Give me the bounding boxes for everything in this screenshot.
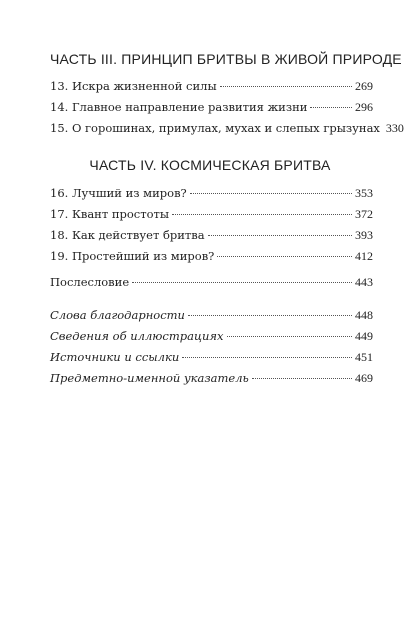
toc-entry-title: Послесловие <box>50 275 130 289</box>
toc-entry-title: Сведения об иллюстрациях <box>50 329 224 343</box>
toc-entry-title: 17. Квант простоты <box>50 207 170 221</box>
toc-entry[interactable] <box>50 118 404 139</box>
toc-entry-page: 443 <box>355 275 373 289</box>
toc-entry[interactable] <box>50 225 373 246</box>
toc-entry-page: 353 <box>355 186 373 200</box>
afterword-entry-block <box>50 272 373 293</box>
toc-entry-page: 330 <box>385 121 404 135</box>
toc-entry-title: 16. Лучший из миров? <box>50 186 187 200</box>
part-3-heading: ЧАСТЬ III. ПРИНЦИП БРИТВЫ В ЖИВОЙ ПРИРОДЕ <box>50 51 402 67</box>
toc-entry-title: 18. Как действует бритва <box>50 228 205 242</box>
part-4-entries <box>50 183 373 267</box>
toc-entry-page: 296 <box>355 100 373 114</box>
dot-leader <box>227 336 352 337</box>
toc-entry-title: 15. О горошинах, примулах, мухах и слепых грызунах <box>50 121 380 135</box>
dot-leader <box>310 107 352 108</box>
part-4-heading: ЧАСТЬ IV. КОСМИЧЕСКАЯ БРИТВА <box>89 157 331 173</box>
toc-entry-page: 269 <box>355 79 373 93</box>
toc-entry[interactable] <box>50 326 373 347</box>
dot-leader <box>132 282 352 283</box>
dot-leader <box>217 256 352 257</box>
toc-entry-page: 372 <box>355 207 373 221</box>
toc-entry[interactable] <box>50 204 373 225</box>
toc-entry[interactable] <box>50 347 373 368</box>
toc-entry-page: 412 <box>355 249 373 263</box>
toc-entry-title: 13. Искра жизненной силы <box>50 79 217 93</box>
toc-entry-page: 448 <box>355 308 373 322</box>
dot-leader <box>190 193 352 194</box>
toc-entry[interactable] <box>50 76 373 97</box>
toc-entry-title: Источники и ссылки <box>50 350 180 364</box>
toc-entry[interactable] <box>50 368 373 389</box>
toc-entry[interactable] <box>50 246 373 267</box>
toc-entry[interactable] <box>50 305 373 326</box>
toc-entry-title: Слова благодарности <box>50 308 185 322</box>
dot-leader <box>220 86 352 87</box>
toc-entry[interactable] <box>50 272 373 293</box>
dot-leader <box>208 235 352 236</box>
part-3-entries <box>50 76 404 139</box>
toc-entry-title: 19. Простейший из миров? <box>50 249 215 263</box>
dot-leader <box>182 357 352 358</box>
backmatter-entries <box>50 305 373 389</box>
toc-entry-page: 449 <box>355 329 373 343</box>
toc-entry-title: Предметно-именной указатель <box>50 371 249 385</box>
toc-entry[interactable] <box>50 97 373 118</box>
toc-entry-page: 393 <box>355 228 373 242</box>
toc-entry[interactable] <box>50 183 373 204</box>
toc-entry-page: 469 <box>355 371 373 385</box>
toc-entry-title: 14. Главное направление развития жизни <box>50 100 308 114</box>
toc-entry-page: 451 <box>355 350 373 364</box>
dot-leader <box>252 378 352 379</box>
dot-leader <box>172 214 352 215</box>
dot-leader <box>188 315 352 316</box>
